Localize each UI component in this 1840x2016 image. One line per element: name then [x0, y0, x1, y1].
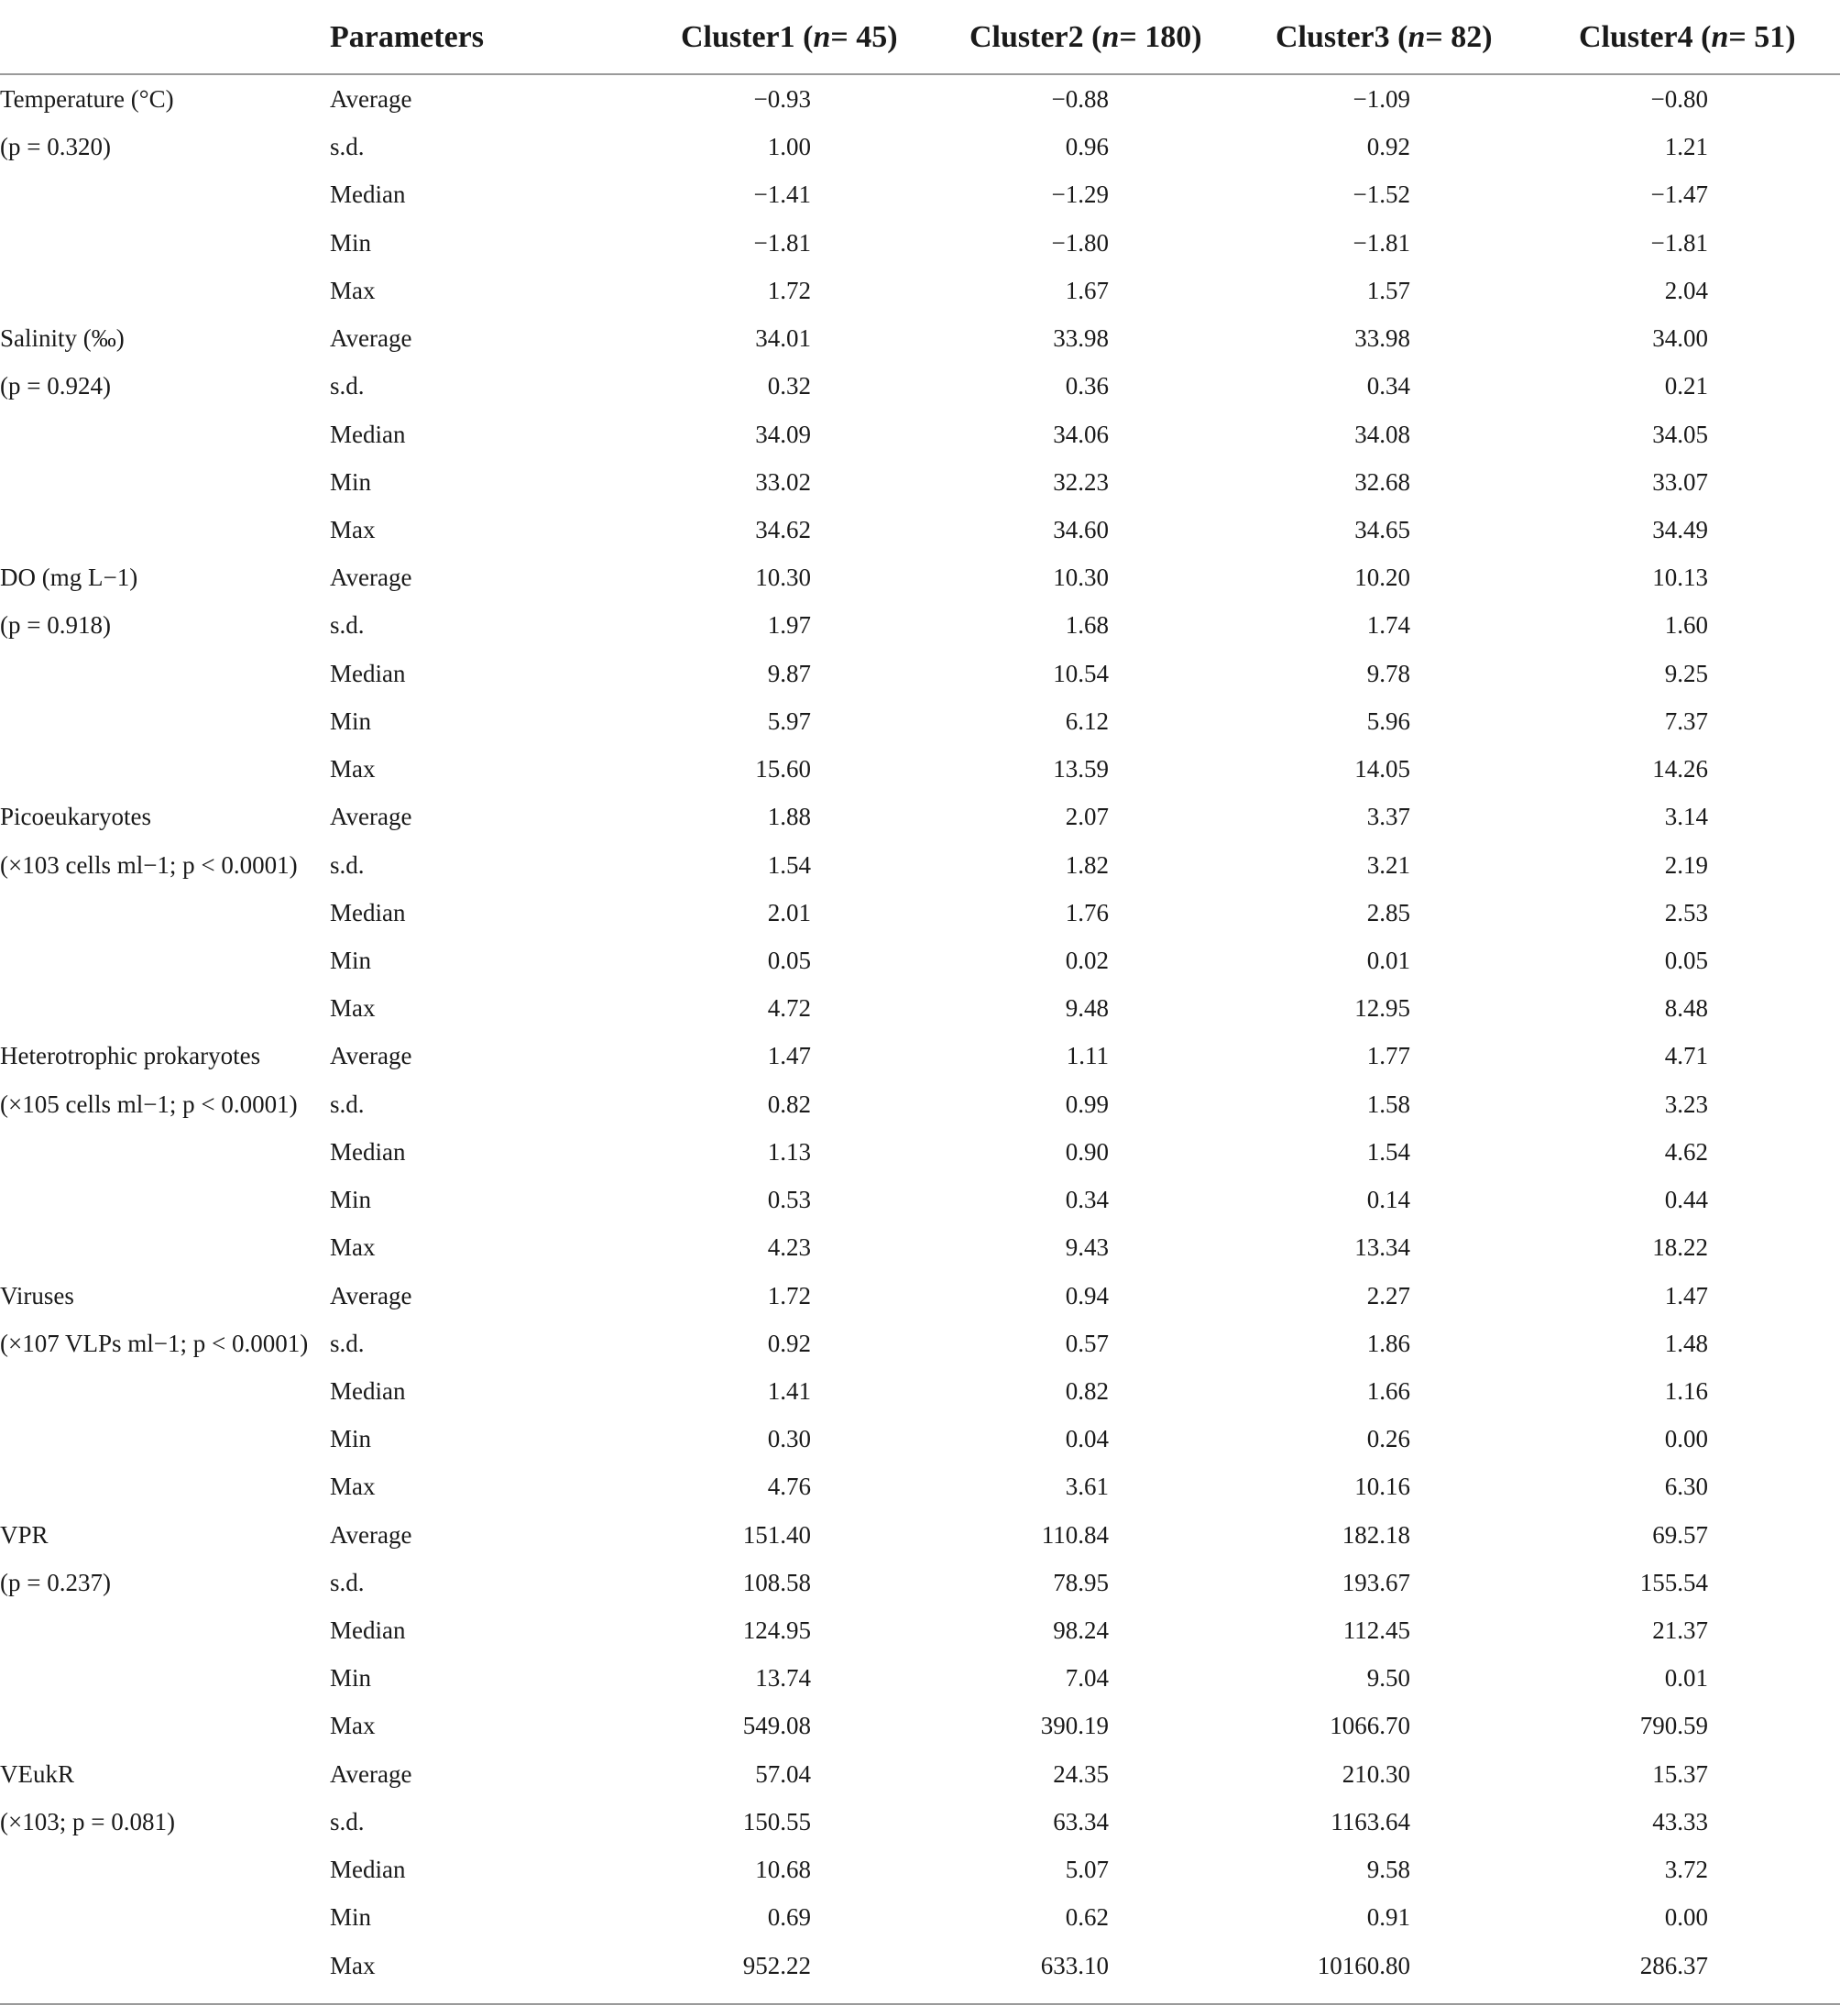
- table-cell: 7.37: [1664, 707, 1708, 735]
- table-cell: 0.00: [1664, 1903, 1708, 1932]
- table-cell: 15.37: [1652, 1759, 1708, 1788]
- table-cell: 1.67: [1065, 276, 1109, 304]
- table-cell: 98.24: [1053, 1616, 1109, 1645]
- group-note: (×105 cells ml−1; p < 0.0001): [0, 1090, 298, 1118]
- header-rule: [0, 73, 1840, 75]
- header-cluster4-n-label: n: [1711, 20, 1729, 54]
- header-cluster3-name: Cluster3: [1276, 20, 1390, 54]
- table-cell: 0.96: [1065, 133, 1109, 161]
- table-cell: 952.22: [742, 1951, 811, 1979]
- table-cell: 2.85: [1366, 898, 1410, 926]
- header-cluster4-name: Cluster4: [1579, 20, 1693, 54]
- group-note: (×107 VLPs ml−1; p < 0.0001): [0, 1329, 309, 1357]
- group-label: Heterotrophic prokaryotes: [0, 1042, 261, 1070]
- table-cell: 1.86: [1366, 1329, 1410, 1357]
- table-cell: 0.99: [1065, 1090, 1109, 1118]
- table-cell: 2.01: [767, 898, 811, 926]
- table-cell: −1.47: [1650, 181, 1708, 209]
- table-cell: 10160.80: [1317, 1951, 1410, 1979]
- table-cell: 0.04: [1065, 1425, 1109, 1453]
- table-cell: 18.22: [1652, 1233, 1708, 1262]
- row-stat-label: Max: [330, 1712, 376, 1740]
- group-label: VPR: [0, 1520, 49, 1549]
- table-cell: 4.23: [767, 1233, 811, 1262]
- row-stat-label: s.d.: [330, 1807, 365, 1835]
- table-cell: 12.95: [1354, 994, 1410, 1023]
- row-stat-label: Min: [330, 946, 372, 974]
- table-cell: 0.94: [1065, 1281, 1109, 1309]
- table-cell: 0.82: [1065, 1376, 1109, 1405]
- table-cell: 1.68: [1065, 611, 1109, 640]
- table-cell: 1.41: [767, 1376, 811, 1405]
- table-cell: 32.68: [1354, 467, 1410, 496]
- table-cell: 14.05: [1354, 755, 1410, 783]
- header-parameters: Parameters: [330, 20, 485, 54]
- table-cell: 549.08: [742, 1712, 811, 1740]
- table-cell: 4.71: [1664, 1042, 1708, 1070]
- group-note: (p = 0.918): [0, 611, 111, 640]
- table-cell: 0.01: [1664, 1664, 1708, 1693]
- table-cell: 0.32: [767, 372, 811, 400]
- header-cluster2-name: Cluster2: [969, 20, 1084, 54]
- row-stat-label: Min: [330, 467, 372, 496]
- group-note: (×103; p = 0.081): [0, 1807, 175, 1835]
- table-cell: 33.98: [1053, 324, 1109, 353]
- table-cell: 0.34: [1065, 1186, 1109, 1214]
- table-cell: 34.09: [755, 420, 811, 448]
- header-cluster2-n-label: n: [1101, 20, 1120, 54]
- table-cell: −1.41: [753, 181, 811, 209]
- row-stat-label: Max: [330, 755, 376, 783]
- group-note: (p = 0.924): [0, 372, 111, 400]
- row-stat-label: s.d.: [330, 611, 365, 640]
- table-cell: 10.13: [1652, 564, 1708, 592]
- table-cell: 0.30: [767, 1425, 811, 1453]
- table-cell: 1.97: [767, 611, 811, 640]
- row-stat-label: Max: [330, 1233, 376, 1262]
- table-cell: −0.93: [753, 85, 811, 113]
- table-cell: 0.01: [1366, 946, 1410, 974]
- row-stat-label: Min: [330, 228, 372, 257]
- table-cell: 1.77: [1366, 1042, 1410, 1070]
- table-cell: 0.05: [767, 946, 811, 974]
- table-cell: 0.02: [1065, 946, 1109, 974]
- table-cell: −1.80: [1051, 228, 1109, 257]
- table-cell: −1.29: [1051, 181, 1109, 209]
- table-cell: 9.58: [1366, 1856, 1410, 1884]
- table-cell: 7.04: [1065, 1664, 1109, 1693]
- table-cell: 2.19: [1664, 850, 1708, 879]
- table-cell: 43.33: [1652, 1807, 1708, 1835]
- bottom-rule: [0, 2003, 1840, 2005]
- row-stat-label: s.d.: [330, 1568, 365, 1596]
- table-cell: 32.23: [1053, 467, 1109, 496]
- table-cell: 3.23: [1664, 1090, 1708, 1118]
- table-cell: −1.52: [1353, 181, 1410, 209]
- group-label: Temperature (°C): [0, 85, 174, 113]
- table-cell: 1.54: [1366, 1137, 1410, 1166]
- table-cell: 9.87: [767, 659, 811, 687]
- table-cell: 1066.70: [1330, 1712, 1410, 1740]
- table-cell: 10.16: [1354, 1473, 1410, 1501]
- table-cell: 5.07: [1065, 1856, 1109, 1884]
- row-stat-label: s.d.: [330, 850, 365, 879]
- table-cell: 9.25: [1664, 659, 1708, 687]
- table-cell: 0.44: [1664, 1186, 1708, 1214]
- table-cell: 0.91: [1366, 1903, 1410, 1932]
- table-cell: 63.34: [1053, 1807, 1109, 1835]
- table-cell: 3.14: [1664, 803, 1708, 831]
- table-cell: 24.35: [1053, 1759, 1109, 1788]
- table-cell: 1.47: [1664, 1281, 1708, 1309]
- table-cell: 1.88: [767, 803, 811, 831]
- table-cell: 15.60: [755, 755, 811, 783]
- table-cell: 5.96: [1366, 707, 1410, 735]
- group-note: (p = 0.320): [0, 133, 111, 161]
- row-stat-label: Median: [330, 181, 406, 209]
- table-cell: 34.08: [1354, 420, 1410, 448]
- table-cell: 10.68: [755, 1856, 811, 1884]
- table-cell: 1.21: [1664, 133, 1708, 161]
- table-cell: 34.05: [1652, 420, 1708, 448]
- table-cell: 0.69: [767, 1903, 811, 1932]
- table-cell: 0.92: [1366, 133, 1410, 161]
- row-stat-label: Max: [330, 276, 376, 304]
- header-cluster4-n-value: = 51: [1728, 20, 1786, 54]
- row-stat-label: Min: [330, 1186, 372, 1214]
- row-stat-label: Min: [330, 1664, 372, 1693]
- row-stat-label: s.d.: [330, 1329, 365, 1357]
- table-cell: 69.57: [1652, 1520, 1708, 1549]
- table-cell: 4.72: [767, 994, 811, 1023]
- header-cluster3: Cluster3 (n= 82): [1276, 20, 1493, 54]
- table-cell: 9.43: [1065, 1233, 1109, 1262]
- table-cell: 1.00: [767, 133, 811, 161]
- table-cell: 0.05: [1664, 946, 1708, 974]
- row-stat-label: Average: [330, 803, 412, 831]
- table-cell: −1.81: [1353, 228, 1410, 257]
- table-cell: 13.74: [755, 1664, 811, 1693]
- table-cell: 1.13: [767, 1137, 811, 1166]
- table-cell: 3.72: [1664, 1856, 1708, 1884]
- table-cell: 1.57: [1366, 276, 1410, 304]
- table-cell: 2.53: [1664, 898, 1708, 926]
- row-stat-label: Median: [330, 420, 406, 448]
- row-stat-label: Min: [330, 1425, 372, 1453]
- row-stat-label: s.d.: [330, 372, 365, 400]
- header-cluster3-n-label: n: [1407, 20, 1426, 54]
- table-cell: 1.76: [1065, 898, 1109, 926]
- row-stat-label: Average: [330, 324, 412, 353]
- table-cell: 0.36: [1065, 372, 1109, 400]
- row-stat-label: Median: [330, 1376, 406, 1405]
- table-cell: 150.55: [742, 1807, 811, 1835]
- table-cell: 1163.64: [1331, 1807, 1410, 1835]
- header-cluster2: Cluster2 (n= 180): [969, 20, 1202, 54]
- table-cell: 4.76: [767, 1473, 811, 1501]
- table-cell: 14.26: [1652, 755, 1708, 783]
- table-cell: 10.54: [1053, 659, 1109, 687]
- row-stat-label: Max: [330, 994, 376, 1023]
- row-stat-label: Median: [330, 898, 406, 926]
- row-stat-label: Median: [330, 659, 406, 687]
- table-cell: 21.37: [1652, 1616, 1708, 1645]
- table-cell: −1.81: [753, 228, 811, 257]
- group-note: (p = 0.237): [0, 1568, 111, 1596]
- table-cell: 0.62: [1065, 1903, 1109, 1932]
- row-stat-label: Average: [330, 85, 412, 113]
- table-cell: 34.00: [1652, 324, 1708, 353]
- group-label: VEukR: [0, 1759, 74, 1788]
- table-cell: 34.01: [755, 324, 811, 353]
- table-cell: 9.78: [1366, 659, 1410, 687]
- table-cell: 33.02: [755, 467, 811, 496]
- group-label: Viruses: [0, 1281, 74, 1309]
- table-cell: 1.60: [1664, 611, 1708, 640]
- table-cell: 0.92: [767, 1329, 811, 1357]
- table-cell: 1.48: [1664, 1329, 1708, 1357]
- table-cell: 633.10: [1040, 1951, 1109, 1979]
- table-cell: 13.34: [1354, 1233, 1410, 1262]
- table-cell: 1.74: [1366, 611, 1410, 640]
- row-stat-label: Max: [330, 515, 376, 543]
- header-cluster1-name: Cluster1: [681, 20, 795, 54]
- row-stat-label: Average: [330, 1759, 412, 1788]
- table-cell: 8.48: [1664, 994, 1708, 1023]
- group-note: (×103 cells ml−1; p < 0.0001): [0, 850, 298, 879]
- table-cell: 3.61: [1065, 1473, 1109, 1501]
- table-cell: 0.53: [767, 1186, 811, 1214]
- table-cell: 0.14: [1366, 1186, 1410, 1214]
- table-cell: 1.54: [767, 850, 811, 879]
- table-cell: 10.20: [1354, 564, 1410, 592]
- table-cell: 34.62: [755, 515, 811, 543]
- table-cell: 790.59: [1639, 1712, 1708, 1740]
- row-stat-label: Min: [330, 1903, 372, 1932]
- row-stat-label: Median: [330, 1616, 406, 1645]
- table-cell: 286.37: [1639, 1951, 1708, 1979]
- group-label: Salinity (‰): [0, 324, 125, 353]
- table-cell: 9.48: [1065, 994, 1109, 1023]
- row-stat-label: s.d.: [330, 133, 365, 161]
- table-cell: 1.16: [1664, 1376, 1708, 1405]
- table-cell: 33.07: [1652, 467, 1708, 496]
- row-stat-label: Min: [330, 707, 372, 735]
- row-stat-label: Max: [330, 1473, 376, 1501]
- group-label: Picoeukaryotes: [0, 803, 151, 831]
- header-cluster1-n-label: n: [813, 20, 831, 54]
- table-cell: 10.30: [755, 564, 811, 592]
- row-stat-label: Max: [330, 1951, 376, 1979]
- table-cell: 34.60: [1053, 515, 1109, 543]
- table-cell: 6.30: [1664, 1473, 1708, 1501]
- table-cell: 0.82: [767, 1090, 811, 1118]
- table-cell: 0.26: [1366, 1425, 1410, 1453]
- table-cell: 108.58: [742, 1568, 811, 1596]
- table-cell: 155.54: [1639, 1568, 1708, 1596]
- row-stat-label: Average: [330, 1520, 412, 1549]
- header-cluster2-n-value: = 180: [1119, 20, 1192, 54]
- table-cell: 33.98: [1354, 324, 1410, 353]
- table-cell: 3.37: [1366, 803, 1410, 831]
- table-cell: 5.97: [767, 707, 811, 735]
- row-stat-label: s.d.: [330, 1090, 365, 1118]
- table-cell: 9.50: [1366, 1664, 1410, 1693]
- table-cell: 0.21: [1664, 372, 1708, 400]
- table-cell: 193.67: [1342, 1568, 1410, 1596]
- table-cell: 6.12: [1065, 707, 1109, 735]
- table-cell: 4.62: [1664, 1137, 1708, 1166]
- header-cluster1-n-value: = 45: [830, 20, 888, 54]
- table-cell: 78.95: [1053, 1568, 1109, 1596]
- table-cell: 34.65: [1354, 515, 1410, 543]
- header-cluster4: Cluster4 (n= 51): [1579, 20, 1796, 54]
- table-cell: 13.59: [1053, 755, 1109, 783]
- table-cell: 0.57: [1065, 1329, 1109, 1357]
- table-cell: 34.06: [1053, 420, 1109, 448]
- table-cell: 1.11: [1066, 1042, 1109, 1070]
- table-cell: 3.21: [1366, 850, 1410, 879]
- table-cell: 210.30: [1342, 1759, 1410, 1788]
- table-cell: 182.18: [1342, 1520, 1410, 1549]
- row-stat-label: Average: [330, 1042, 412, 1070]
- table-cell: 2.04: [1664, 276, 1708, 304]
- table-cell: 124.95: [742, 1616, 811, 1645]
- row-stat-label: Median: [330, 1856, 406, 1884]
- table-cell: 0.00: [1664, 1425, 1708, 1453]
- table-cell: 110.84: [1041, 1520, 1109, 1549]
- table-cell: 1.66: [1366, 1376, 1410, 1405]
- table-cell: 1.72: [767, 1281, 811, 1309]
- table-cell: 2.27: [1366, 1281, 1410, 1309]
- table-cell: 1.58: [1366, 1090, 1410, 1118]
- table-cell: 57.04: [755, 1759, 811, 1788]
- table-cell: 151.40: [742, 1520, 811, 1549]
- table-cell: 1.72: [767, 276, 811, 304]
- table-cell: −1.81: [1650, 228, 1708, 257]
- group-label: DO (mg L−1): [0, 564, 138, 592]
- header-cluster1: Cluster1 (n= 45): [681, 20, 898, 54]
- table-cell: 1.82: [1065, 850, 1109, 879]
- table-cell: 34.49: [1652, 515, 1708, 543]
- table-cell: 10.30: [1053, 564, 1109, 592]
- table-cell: −0.88: [1051, 85, 1109, 113]
- table-cell: −0.80: [1650, 85, 1708, 113]
- table-cell: 112.45: [1342, 1616, 1410, 1645]
- table-cell: 0.34: [1366, 372, 1410, 400]
- table-cell: 2.07: [1065, 803, 1109, 831]
- row-stat-label: Average: [330, 564, 412, 592]
- table-cell: −1.09: [1353, 85, 1410, 113]
- table-cell: 0.90: [1065, 1137, 1109, 1166]
- table-cell: 390.19: [1040, 1712, 1109, 1740]
- table-cell: 1.47: [767, 1042, 811, 1070]
- row-stat-label: Median: [330, 1137, 406, 1166]
- row-stat-label: Average: [330, 1281, 412, 1309]
- header-cluster3-n-value: = 82: [1425, 20, 1483, 54]
